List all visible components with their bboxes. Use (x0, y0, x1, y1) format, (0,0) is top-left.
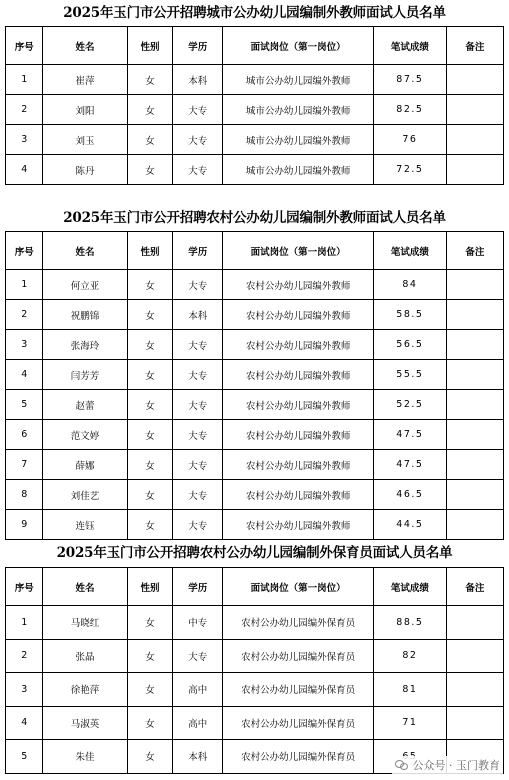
cell-seq: 1 (6, 270, 43, 300)
cell-seq: 5 (6, 740, 43, 774)
cell-seq: 2 (6, 300, 43, 330)
cell-score: 76 (374, 125, 447, 155)
cell-remarks (446, 673, 503, 707)
cell-remarks (446, 420, 503, 450)
section-2 (0, 205, 509, 532)
watermark (392, 756, 504, 774)
cell-education: 大专 (173, 639, 223, 673)
cell-position: 农村公办幼儿园编外教师 (223, 300, 374, 330)
cell-name: 刘佳艺 (43, 480, 127, 510)
header-remarks: 备注 (446, 568, 503, 606)
cell-education: 本科 (173, 740, 223, 774)
cell-position: 城市公办幼儿园编外教师 (223, 65, 374, 95)
table-row (6, 95, 504, 125)
cell-education: 大专 (173, 420, 223, 450)
cell-position: 农村公办幼儿园编外保育员 (223, 740, 374, 774)
cell-remarks (446, 65, 503, 95)
header-gender: 性别 (127, 568, 173, 606)
table-row (6, 270, 504, 300)
cell-position: 农村公办幼儿园编外教师 (223, 360, 374, 390)
cell-remarks (446, 450, 503, 480)
cell-education: 大专 (173, 480, 223, 510)
cell-education: 大专 (173, 360, 223, 390)
header-score: 笔试成绩 (374, 568, 447, 606)
table-row (6, 606, 504, 640)
cell-score: 87.5 (374, 65, 447, 95)
cell-seq: 7 (6, 450, 43, 480)
cell-gender: 女 (127, 706, 173, 740)
header-name: 姓名 (43, 27, 127, 65)
cell-name: 祝鹏锦 (43, 300, 127, 330)
cell-remarks (446, 95, 503, 125)
cell-education: 大专 (173, 510, 223, 540)
cell-remarks (446, 360, 503, 390)
cell-education: 本科 (173, 300, 223, 330)
cell-score: 58.5 (374, 300, 447, 330)
cell-score: 82.5 (374, 95, 447, 125)
cell-position: 农村公办幼儿园编外教师 (223, 510, 374, 540)
header-remarks: 备注 (446, 27, 503, 65)
cell-remarks (446, 390, 503, 420)
cell-remarks (446, 330, 503, 360)
cell-remarks (446, 155, 503, 185)
cell-name: 马淑英 (43, 706, 127, 740)
cell-education: 大专 (173, 390, 223, 420)
table-header-row (6, 568, 504, 606)
cell-name: 薛娜 (43, 450, 127, 480)
cell-education: 大专 (173, 330, 223, 360)
cell-gender: 女 (127, 450, 173, 480)
cell-gender: 女 (127, 420, 173, 450)
section-title: 2025年玉门市公开招聘城市公办幼儿园编制外教师面试人员名单 (63, 5, 446, 21)
table-row (6, 300, 504, 330)
cell-education: 大专 (173, 270, 223, 300)
header-position: 面试岗位（第一岗位） (223, 232, 374, 270)
cell-score: 55.5 (374, 360, 447, 390)
table-row (6, 510, 504, 540)
candidate-table (5, 26, 504, 185)
cell-remarks (446, 639, 503, 673)
cell-gender: 女 (127, 95, 173, 125)
header-education: 学历 (173, 27, 223, 65)
cell-score: 47.5 (374, 420, 447, 450)
cell-score: 81 (374, 673, 447, 707)
table-row (6, 125, 504, 155)
cell-name: 赵蕾 (43, 390, 127, 420)
table-row (6, 706, 504, 740)
cell-gender: 女 (127, 300, 173, 330)
section-1 (0, 0, 509, 177)
cell-score: 71 (374, 706, 447, 740)
table-row (6, 360, 504, 390)
table-row (6, 65, 504, 95)
cell-position: 农村公办幼儿园编外教师 (223, 450, 374, 480)
cell-seq: 1 (6, 606, 43, 640)
cell-seq: 2 (6, 95, 43, 125)
cell-gender: 女 (127, 65, 173, 95)
cell-score: 46.5 (374, 480, 447, 510)
table-row (6, 480, 504, 510)
cell-gender: 女 (127, 480, 173, 510)
cell-education: 高中 (173, 706, 223, 740)
cell-name: 朱佳 (43, 740, 127, 774)
table-row (6, 673, 504, 707)
header-gender: 性别 (127, 232, 173, 270)
table-row (6, 390, 504, 420)
cell-education: 高中 (173, 673, 223, 707)
cell-gender: 女 (127, 125, 173, 155)
cell-seq: 9 (6, 510, 43, 540)
cell-name: 张晶 (43, 639, 127, 673)
cell-score: 82 (374, 639, 447, 673)
header-seq: 序号 (6, 568, 43, 606)
table-header-row (6, 27, 504, 65)
table-row (6, 330, 504, 360)
header-seq: 序号 (6, 27, 43, 65)
cell-remarks (446, 706, 503, 740)
cell-position: 城市公办幼儿园编外教师 (223, 155, 374, 185)
cell-position: 农村公办幼儿园编外保育员 (223, 606, 374, 640)
cell-gender: 女 (127, 155, 173, 185)
table-row (6, 420, 504, 450)
header-education: 学历 (173, 568, 223, 606)
cell-position: 农村公办幼儿园编外教师 (223, 480, 374, 510)
cell-name: 范文婷 (43, 420, 127, 450)
cell-position: 农村公办幼儿园编外保育员 (223, 673, 374, 707)
header-score: 笔试成绩 (374, 27, 447, 65)
cell-name: 马晓红 (43, 606, 127, 640)
cell-name: 何立亚 (43, 270, 127, 300)
cell-seq: 3 (6, 125, 43, 155)
cell-gender: 女 (127, 673, 173, 707)
watermark-text: 公众号 · 玉门教育 (412, 759, 500, 772)
header-name: 姓名 (43, 568, 127, 606)
header-remarks: 备注 (446, 232, 503, 270)
cell-seq: 8 (6, 480, 43, 510)
cell-education: 中专 (173, 606, 223, 640)
cell-gender: 女 (127, 270, 173, 300)
cell-remarks (446, 480, 503, 510)
header-education: 学历 (173, 232, 223, 270)
cell-name: 陈丹 (43, 155, 127, 185)
cell-seq: 5 (6, 390, 43, 420)
cell-gender: 女 (127, 390, 173, 420)
header-name: 姓名 (43, 232, 127, 270)
cell-seq: 6 (6, 420, 43, 450)
cell-remarks (446, 270, 503, 300)
candidate-table (5, 231, 504, 540)
wechat-icon (395, 760, 409, 771)
cell-gender: 女 (127, 639, 173, 673)
cell-remarks (446, 606, 503, 640)
cell-seq: 3 (6, 330, 43, 360)
header-gender: 性别 (127, 27, 173, 65)
cell-education: 本科 (173, 65, 223, 95)
table-row (6, 639, 504, 673)
cell-seq: 4 (6, 706, 43, 740)
header-score: 笔试成绩 (374, 232, 447, 270)
cell-gender: 女 (127, 360, 173, 390)
cell-gender: 女 (127, 740, 173, 774)
cell-gender: 女 (127, 330, 173, 360)
cell-name: 闫芳芳 (43, 360, 127, 390)
table-row (6, 155, 504, 185)
header-seq: 序号 (6, 232, 43, 270)
section-3 (0, 539, 509, 764)
cell-name: 刘玉 (43, 125, 127, 155)
cell-seq: 2 (6, 639, 43, 673)
header-position: 面试岗位（第一岗位） (223, 568, 374, 606)
cell-seq: 1 (6, 65, 43, 95)
section-title: 2025年玉门市公开招聘农村公办幼儿园编制外保育员面试人员名单 (56, 545, 453, 561)
cell-position: 城市公办幼儿园编外教师 (223, 95, 374, 125)
cell-education: 大专 (173, 95, 223, 125)
cell-education: 大专 (173, 155, 223, 185)
cell-score: 56.5 (374, 330, 447, 360)
cell-score: 47.5 (374, 450, 447, 480)
cell-position: 农村公办幼儿园编外教师 (223, 330, 374, 360)
cell-name: 刘阳 (43, 95, 127, 125)
cell-position: 城市公办幼儿园编外教师 (223, 125, 374, 155)
cell-gender: 女 (127, 606, 173, 640)
cell-name: 张海玲 (43, 330, 127, 360)
cell-remarks (446, 510, 503, 540)
cell-score: 72.5 (374, 155, 447, 185)
cell-score: 44.5 (374, 510, 447, 540)
cell-gender: 女 (127, 510, 173, 540)
cell-name: 连钰 (43, 510, 127, 540)
table-row (6, 450, 504, 480)
cell-remarks (446, 300, 503, 330)
section-title: 2025年玉门市公开招聘农村公办幼儿园编制外教师面试人员名单 (63, 210, 446, 226)
cell-position: 农村公办幼儿园编外保育员 (223, 639, 374, 673)
cell-position: 农村公办幼儿园编外保育员 (223, 706, 374, 740)
cell-position: 农村公办幼儿园编外教师 (223, 420, 374, 450)
cell-education: 大专 (173, 125, 223, 155)
cell-score: 84 (374, 270, 447, 300)
table-header-row (6, 232, 504, 270)
cell-score: 52.5 (374, 390, 447, 420)
candidate-table (5, 567, 504, 774)
cell-education: 大专 (173, 450, 223, 480)
cell-seq: 3 (6, 673, 43, 707)
cell-position: 农村公办幼儿园编外教师 (223, 270, 374, 300)
cell-name: 徐艳萍 (43, 673, 127, 707)
cell-position: 农村公办幼儿园编外教师 (223, 390, 374, 420)
header-position: 面试岗位（第一岗位） (223, 27, 374, 65)
cell-remarks (446, 125, 503, 155)
cell-score: 88.5 (374, 606, 447, 640)
cell-seq: 4 (6, 155, 43, 185)
cell-name: 崔萍 (43, 65, 127, 95)
cell-seq: 4 (6, 360, 43, 390)
